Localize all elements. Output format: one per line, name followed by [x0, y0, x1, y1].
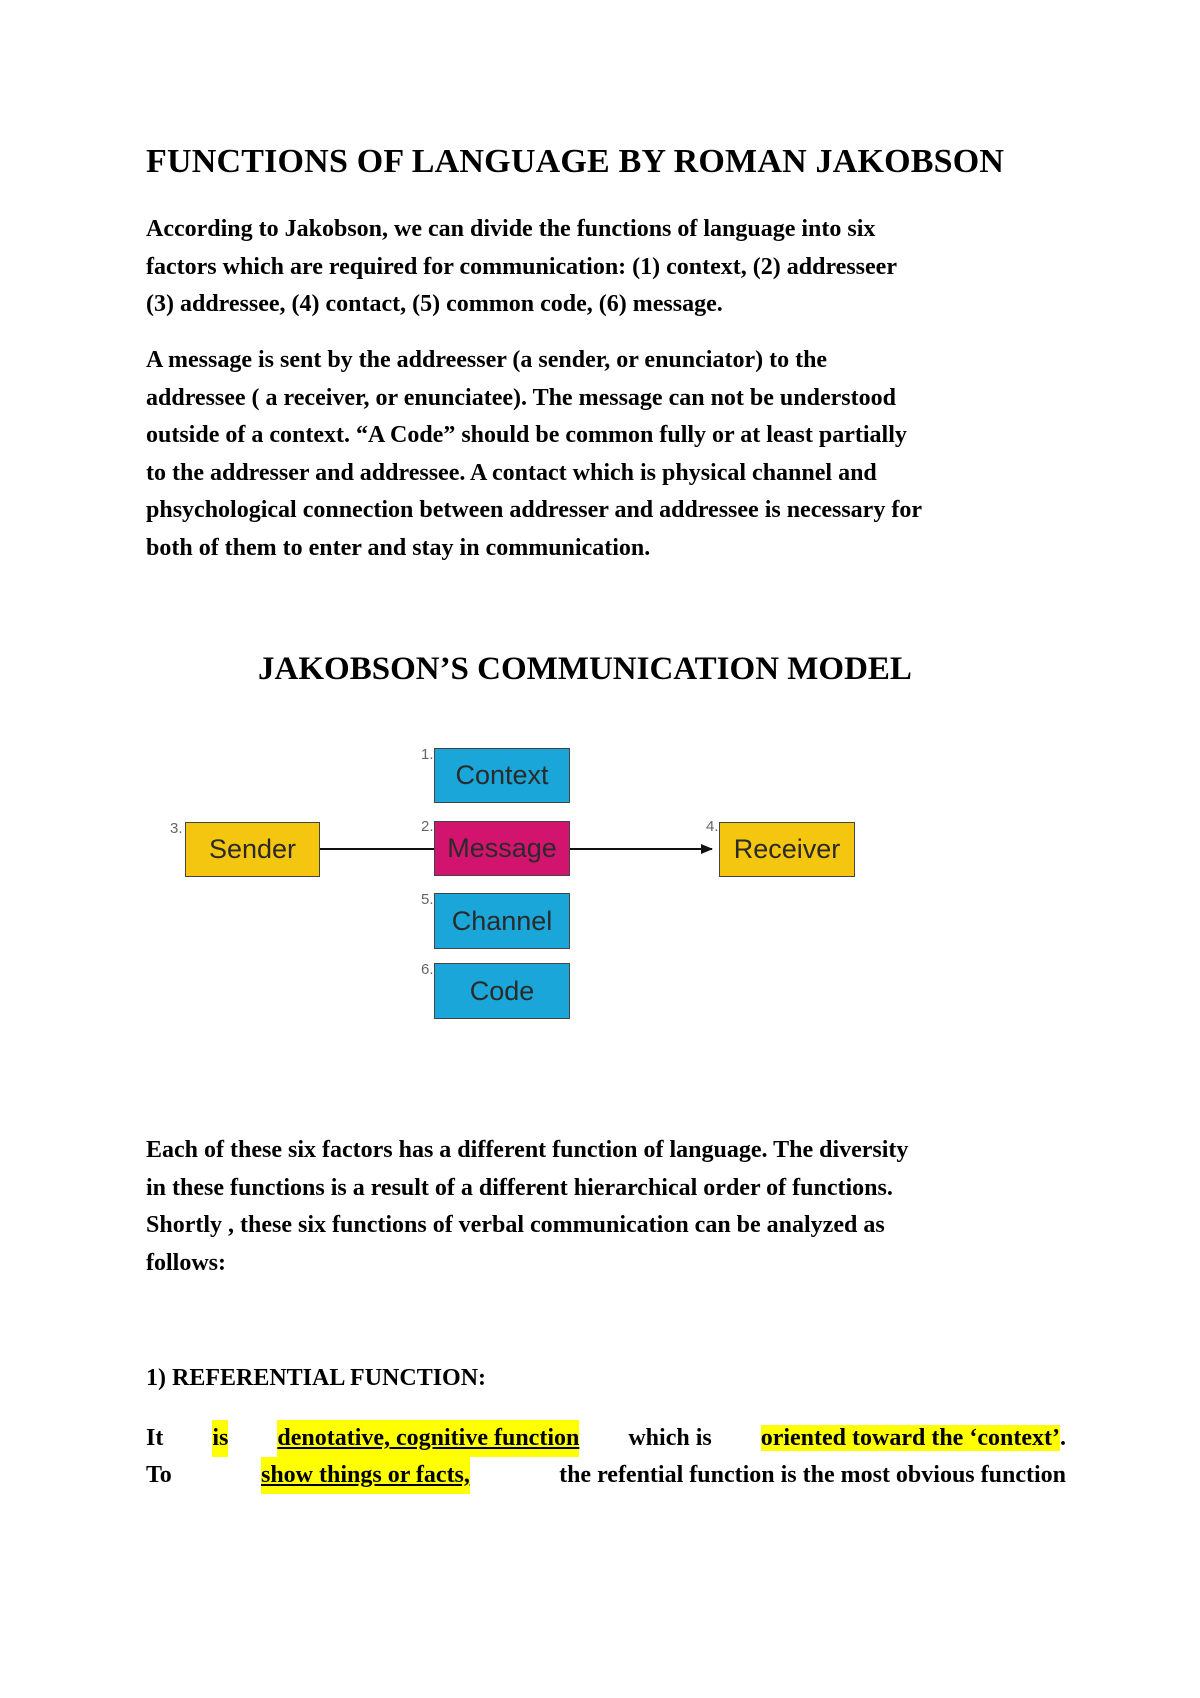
text-line: to the addresser and addressee. A contact which is physical channel and	[146, 459, 877, 486]
sender-box: Sender	[185, 822, 320, 877]
highlighted-underlined-text: denotative, cognitive function	[277, 1420, 579, 1457]
model-title: JAKOBSON’S COMMUNICATION MODEL	[258, 651, 912, 687]
text-segment: To	[146, 1462, 172, 1488]
code-number: 6.	[421, 961, 434, 978]
text-line: addressee ( a receiver, or enunciatee). The message can not be understood	[146, 384, 896, 411]
text-line: both of them to enter and stay in communication.	[146, 534, 651, 561]
message-number: 2.	[421, 818, 434, 835]
text-line: factors which are required for communication: (1) context, (2) addresseer	[146, 253, 897, 280]
context-box: Context	[434, 748, 570, 803]
text-line: phsychological connection between addresser and addressee is necessary for	[146, 497, 922, 523]
text-line: follows:	[146, 1249, 226, 1276]
channel-box: Channel	[434, 893, 570, 949]
text-line: Each of these six factors has a different function of language. The diversity	[146, 1137, 909, 1163]
text-segment: the refential function is the most obvious function	[559, 1462, 1066, 1488]
text-line: outside of a context. “A Code” should be common fully or at least partially	[146, 422, 907, 448]
text-line: in these functions is a result of a different hierarchical order of functions.	[146, 1174, 893, 1201]
highlighted-text: oriented toward the ‘context’	[760, 1425, 1060, 1451]
referential-function-heading: 1) REFERENTIAL FUNCTION:	[146, 1365, 487, 1391]
code-box: Code	[434, 963, 570, 1019]
sender-number: 3.	[170, 820, 183, 837]
text-segment: It	[146, 1425, 164, 1451]
channel-number: 5.	[421, 891, 434, 908]
highlighted-text: is	[212, 1420, 228, 1457]
text-line: Shortly , these six functions of verbal communication can be analyzed as	[146, 1212, 885, 1238]
referential-function-body	[146, 1420, 1066, 1494]
text-line: (3) addressee, (4) contact, (5) common code, (6) message.	[146, 291, 723, 317]
text-segment: .	[1059, 1425, 1066, 1451]
functions-paragraph	[146, 1132, 1076, 1282]
text-line: A message is sent by the addreesser (a sender, or enunciator) to the	[146, 347, 828, 373]
page-title: FUNCTIONS OF LANGUAGE BY ROMAN JAKOBSON	[146, 143, 1005, 180]
text-segment: which is	[628, 1425, 712, 1451]
text-line: According to Jakobson, we can divide the functions of language into six	[146, 216, 876, 242]
text-line	[146, 1457, 1066, 1494]
text-line	[146, 1420, 1066, 1457]
receiver-number: 4.	[706, 818, 719, 835]
message-box: Message	[434, 821, 570, 876]
highlighted-underlined-text: show things or facts,	[261, 1457, 470, 1494]
receiver-box: Receiver	[719, 822, 855, 877]
context-number: 1.	[421, 746, 434, 763]
